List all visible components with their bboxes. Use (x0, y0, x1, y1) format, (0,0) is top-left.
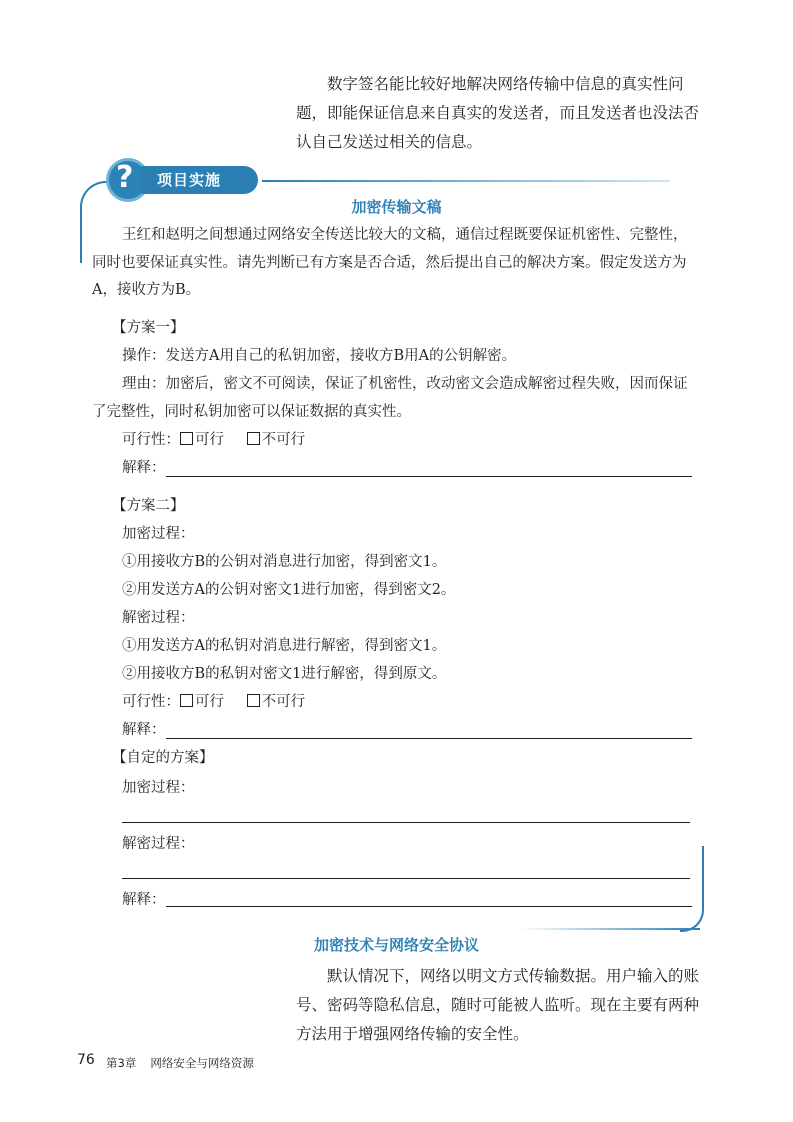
plan1-infeasible-label: 不可行 (261, 432, 306, 448)
question-mark-glyph: ? (116, 160, 134, 195)
plan1-heading: 【方案一】 (112, 320, 185, 336)
section-intro (92, 222, 700, 305)
chapter-title: 网络安全与网络资源 (150, 1056, 254, 1070)
custom-dec-line[interactable] (122, 878, 690, 879)
section-label: 项目实施 (157, 171, 222, 189)
banner-rule (262, 180, 670, 182)
plan1-explain-label: 解释： (122, 460, 166, 476)
custom-enc-line[interactable] (122, 822, 690, 823)
running-footer (106, 1055, 268, 1071)
plan2-dec-label: 解密过程： (122, 610, 195, 626)
section-intro-text: 王红和赵明之间想通过网络安全传送比较大的文稿，通信过程既要保证机密性、完整性，同时也要保证真实性。请先判断已有方案是否合适，然后提出自己的解决方案。假定发送方为A，接收方为B。 (92, 227, 688, 298)
plan1-operation: 操作：发送方A用自己的私钥加密，接收方B用A的公钥解密。 (122, 348, 517, 364)
plan2-heading: 【方案二】 (112, 498, 185, 514)
plan1-feasibility (122, 430, 305, 450)
plan2-feasible-label: 可行 (195, 694, 224, 710)
chapter-number: 第3章 (106, 1056, 137, 1070)
frame-bottom-rule (520, 928, 700, 930)
plan1-feasible-checkbox[interactable] (180, 432, 193, 445)
custom-explain-label: 解释： (122, 892, 166, 908)
plan1-reason: 理由：加密后，密文不可阅读，保证了机密性，改动密文会造成解密过程失败，因而保证了完整性，同时私钥加密可以保证数据的真实性。 (92, 376, 688, 420)
plan2-dec-step2: ②用接收方B的私钥对密文1进行解密，得到原文。 (122, 666, 447, 682)
section2-text (296, 962, 708, 1049)
plan2-explain-line[interactable] (166, 738, 692, 739)
plan2-infeasible-label: 不可行 (261, 694, 306, 710)
custom-dec-label: 解密过程： (122, 836, 195, 852)
frame-corner-bottom-right (680, 846, 704, 932)
plan2-feasibility (122, 692, 305, 712)
section2-paragraph: 默认情况下，网络以明文方式传输数据。用户输入的账号、密码等隐私信息，随时可能被人监听。现在主要有两种方法用于增强网络传输的安全性。 (296, 967, 700, 1043)
plan2-feasibility-label: 可行性： (122, 694, 180, 710)
plan2-infeasible-checkbox[interactable] (247, 694, 260, 707)
custom-explain-line[interactable] (166, 906, 692, 907)
plan2-feasible-checkbox[interactable] (180, 694, 193, 707)
plan2-enc-label: 加密过程： (122, 526, 195, 542)
page-number: 76 (77, 1052, 95, 1068)
custom-heading: 【自定的方案】 (112, 750, 214, 766)
custom-enc-label: 加密过程： (122, 780, 195, 796)
plan2-enc-step2: ②用发送方A的公钥对密文1进行加密，得到密文2。 (122, 582, 456, 598)
plan1-reason-block (92, 371, 700, 426)
plan2-explain-label: 解释： (122, 722, 166, 738)
plan1-explain-line[interactable] (166, 476, 692, 477)
section-title: 加密传输文稿 (351, 198, 442, 216)
plan1-infeasible-checkbox[interactable] (247, 432, 260, 445)
plan2-enc-step1: ①用接收方B的公钥对消息进行加密，得到密文1。 (122, 554, 447, 570)
plan1-feasible-label: 可行 (195, 432, 224, 448)
plan2-dec-step1: ①用发送方A的私钥对消息进行解密，得到密文1。 (122, 638, 447, 654)
section2-title: 加密技术与网络安全协议 (313, 936, 479, 954)
intro-paragraph: 数字签名能比较好地解决网络传输中信息的真实性问题，即能保证信息来自真实的发送者，而且发送者也没法否认自己发送过相关的信息。 (296, 75, 700, 151)
plan1-feasibility-label: 可行性： (122, 432, 180, 448)
intro-text (296, 70, 708, 157)
